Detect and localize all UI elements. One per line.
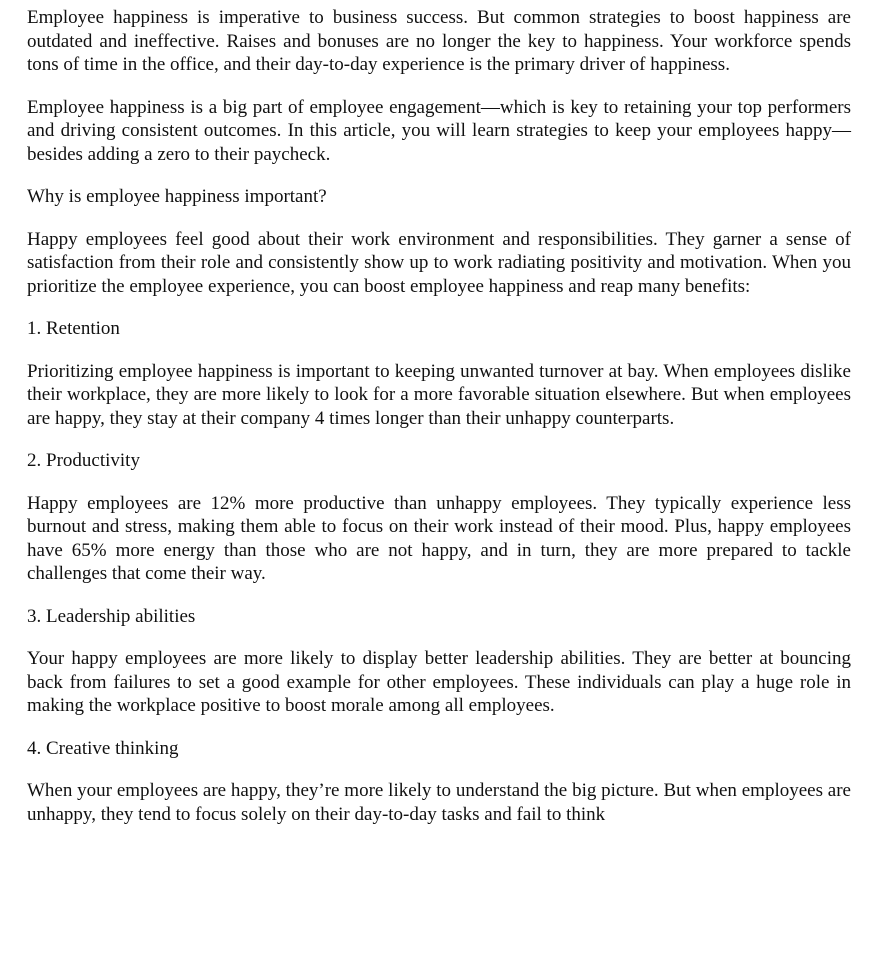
engagement-paragraph: Employee happiness is a big part of employee engagement—which is key to retaining your top performers and driving consistent outcomes. In this article, you will learn strategies to keep your employees happy—besides adding a zero to their paycheck. [27, 96, 851, 165]
creative-thinking-paragraph: When your employees are happy, they’re more likely to understand the big picture. But when employees are unhappy, they tend to focus solely on their day-to-day tasks and fail to think [27, 780, 851, 825]
section-heading-why: Why is employee happiness important? [27, 186, 327, 207]
leadership-paragraph: Your happy employees are more likely to display better leadership abilities. They are better at bouncing back from failures to set a good example for other employees. These individuals can play a huge role in making the workplace positive to boost morale among all employees. [27, 648, 851, 716]
heading-creative-thinking: 4. Creative thinking [27, 737, 179, 759]
productivity-paragraph: Happy employees are 12% more productive than unhappy employees. They typically experience less burnout and stress, making them able to focus on their work instead of their mood. Plus, happy employees have 65% more energy than those who are not happy, and in turn, they are more prepared to tackle challenges that come their way. [27, 492, 851, 584]
intro-paragraph: Employee happiness is imperative to business success. But common strategies to boost happiness are outdated and ineffective. Raises and bonuses are no longer the key to happiness. Your workforce spends tons of time in the office, and their day-to-day experience is the primary driver of happiness. [27, 7, 851, 75]
document-body [27, 6, 851, 845]
retention-paragraph: Prioritizing employee happiness is important to keeping unwanted turnover at bay. When employees dislike their workplace, they are more likely to look for a more favorable situation elsewhere. But when employees are happy, they stay at their company 4 times longer than their unhappy counterparts. [27, 360, 851, 429]
heading-leadership: 3. Leadership abilities [27, 605, 196, 627]
heading-retention: 1. Retention [27, 318, 120, 339]
benefits-intro-paragraph: Happy employees feel good about their work environment and responsibilities. They garner a sense of satisfaction from their role and consistently show up to work radiating positivity and motivation. When you prioritize the employee experience, you can boost employee happiness and reap many benefits: [27, 228, 851, 297]
heading-productivity: 2. Productivity [27, 450, 140, 471]
